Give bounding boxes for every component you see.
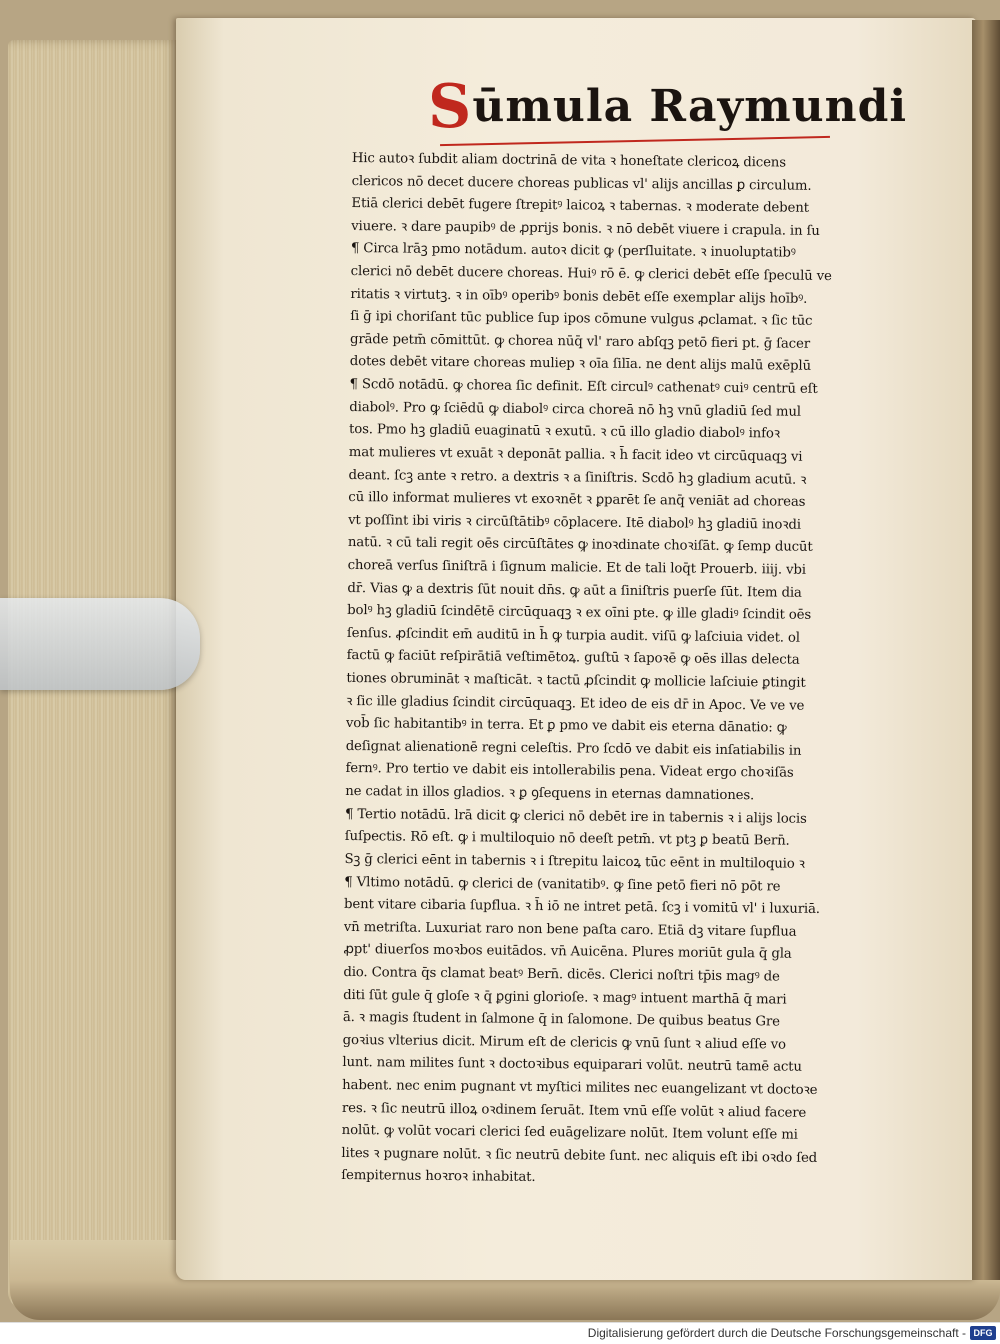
text-line: viuere. ꝛ dare paupibꝰ de ꝓprijs bonis. ꝛ nō debēt viuere i crapula. in ſu (351, 218, 820, 239)
text-line: ſuſpectis. Rō eſt. ꝙ i multiloquio nō deeſt petm̄. vt ptꝫ ꝑ beatū Bern̄. (344, 829, 790, 849)
rubricated-initial: S (428, 72, 473, 142)
dfg-logo: DFG (970, 1326, 996, 1340)
text-line: diti ſūt gule q̄ gloſe ꝛ q̄ ꝑgini glorioſe. ꝛ magꝰ intuent marthā q̄ mari (343, 987, 787, 1008)
text-line: diabolꝰ. Pro ꝙ ſciēdū ꝙ diabolꝰ circa choreā nō hꝫ vnū gladiū ſed mul (349, 399, 802, 420)
text-line: Sꝫ ḡ clerici eēnt in tabernis ꝛ i ſtrepitu laicoꝝ tūc eēnt in multiloquio ꝛ (344, 851, 805, 872)
text-line: lites ꝛ pugnare nolūt. ꝛ ſic neutrū debite ſunt. nec aliquis eſt ibi oꝛdo ſed (341, 1145, 818, 1166)
body-text-column (341, 148, 912, 1186)
text-line: Etiā clerici debēt fugere ſtrepitꝰ laicoꝝ ꝛ tabernas. ꝛ moderate debent (351, 196, 809, 217)
text-line: cū illo informat mulieres vt exoꝛnēt ꝛ ꝑparēt ſe anq̄ veniāt ad choreas (348, 490, 806, 510)
text-line: fernꝰ. Pro tertio ve dabit eis intollerabilis pena. Videat ergo choꝛiſās (345, 761, 794, 782)
text-line: ¶ Scdō notādū. ꝙ chorea ſic definit. Eſt circulꝰ cathenatꝰ cuiꝰ centrū eſt (349, 377, 818, 397)
text-line: tiones obrumināt ꝛ maſticāt. ꝛ tactū ꝓſcindit ꝙ mollicie laſciuie ꝑtingit (346, 670, 806, 691)
text-line: ritatis ꝛ virtutꝫ. ꝛ in oībꝰ operibꝰ bonis debēt eſſe exemplar alijs hoībꝰ. (350, 286, 808, 307)
heading-text: ūmula Raymundi (472, 81, 908, 132)
text-line: lunt. nam milites ſunt ꝛ doctoꝛibus equiparari volūt. neutrū tamē actu (342, 1055, 802, 1076)
text-line: ſempiternus hoꝛroꝛ inhabitat. (341, 1168, 536, 1186)
text-line: ¶ Vltimo notādū. ꝙ clerici de (vanitatibꝰ. ꝙ ſine petō fieri nō pōt re (344, 874, 781, 895)
text-line: res. ꝛ ſic neutrū illoꝝ oꝛdinem ſeruāt. Item vnū eſſe volūt ꝛ aliud facere (341, 1100, 807, 1121)
text-line: deant. ſcꝫ ante ꝛ retro. a dextris ꝛ a ſiniſtris. Scdō hꝫ gladium acutū. ꝛ (348, 467, 807, 488)
text-line: ¶ Circa lrāꝫ pmo notādum. autoꝛ dicit ꝙ (perſluitate. ꝛ inuoluptatibꝰ (350, 241, 796, 262)
text-line: vt poſſint ibi viris ꝛ circūſtātibꝰ cōplacere. Itē diabolꝰ hꝫ gladiū inoꝛdi (348, 512, 801, 533)
text-line: goꝛius vlterius dicit. Mirum eſt de clericis ꝙ vnū ſunt ꝛ aliud eſſe vo (342, 1032, 787, 1053)
text-line: tos. Pmo hꝫ gladiū euaginatū ꝛ exutū. ꝛ cū illo gladio diabolꝰ infoꝛ (348, 422, 780, 442)
text-line: dr̄. Vias ꝙ a dextris ſūt nouit dn̄s. ꝙ aūt a ſiniſtris puerſe ſūt. Item dia (347, 580, 802, 601)
text-line: deſignat alienationē regni celeſtis. Pro ſcdō ve dabit eis inſatiabilis in (345, 738, 802, 759)
text-line: vob̄ ſic habitantibꝰ in terra. Et ꝑ pmo ve dabit eis eterna dānatio: ꝙ (345, 716, 787, 736)
text-line: habent. nec enim pugnant vt myſtici milites nec euangelizant vt doctoꝛe (342, 1077, 818, 1098)
book-gutter (972, 20, 1000, 1280)
text-line: ¶ Tertio notādū. lrā dicit ꝙ clerici nō debēt ire in tabernis ꝛ i alijs locis (344, 806, 807, 827)
text-line: ſi ḡ ipi choriſant tūc publice ſup ipos cōmune vulgus ꝓclamat. ꝛ ſic tūc (350, 309, 813, 330)
text-line: bent vitare cibaria ſupflua. ꝛ h̄ iō ne intret petā. ſcꝫ i vomitū vl' i luxuriā. (343, 897, 820, 918)
text-line: dotes debēt vitare choreas muliep ꝛ oīa ſilīa. ne dent alijs malū exēplū (349, 354, 812, 375)
footer-bar (0, 1322, 1000, 1344)
text-line: ā. ꝛ magis ſtudent in ſalmone q̄ in ſalomone. De quibus beatus Gre (342, 1010, 780, 1030)
page-weight-clip (0, 598, 200, 690)
text-line: grāde petm̄ cōmittūt. ꝙ chorea nūq̄ vl' raro abſqꝫ petō fieri pt. ḡ ſacer (349, 331, 811, 352)
page-heading (428, 72, 908, 142)
text-line: dio. Contra q̄s clamat beatꝰ Bern̄. dicēs. Clerici noſtri tp̄is magꝰ de (343, 964, 780, 985)
text-line: nolūt. ꝙ volūt vocari clerici ſed euāgelizare nolūt. Item volunt eſſe mi (341, 1123, 798, 1143)
footer-credit: Digitalisierung gefördert durch die Deutsche Forschungsgemeinschaft - (587, 1326, 966, 1340)
text-line: choreā verſus ſiniſtrā i ſignum malicie. Et de tali loq̄t Prouerb. iiij. vbi (347, 557, 806, 578)
text-line: ꝓpt' diuerſos moꝛbos euitādos. vn̄ Auicēna. Plures moriūt gula q̄ gla (343, 942, 792, 962)
text-line: mat mulieres vt exuāt ꝛ deponāt pallia. ꝛ h̄ facit ideo vt circūquaqꝫ vi (348, 444, 803, 465)
text-line: natū. ꝛ cū tali regit oēs circūſtātes ꝙ inoꝛdinate choꝛiſāt. ꝙ ſemp ducūt (347, 535, 813, 556)
text-line: bolꝰ hꝫ gladiū ſcindētē circūquaqꝫ ꝛ ex oīni pte. ꝙ ille gladiꝰ ſcindit oēs (347, 603, 812, 624)
text-line: vn̄ metriſta. Luxuriat raro non bene paſta caro. Etiā dꝫ vitare ſupflua (343, 919, 797, 940)
text-line: ꝛ ſic ille gladius ſcindit circūquaqꝫ. Et ideo de eis dr̄ in Apoc. Ve ve ve (346, 693, 805, 714)
text-line: ne cadat in illos gladios. ꝛ ꝑ ꝯſequens in eternas damnationes. (345, 784, 755, 804)
text-line: clerici nō debēt ducere choreas. Huiꝰ rō ē. ꝙ clerici debēt eſſe ſpeculū ve (350, 264, 832, 285)
text-line: ſenſus. ꝓſcindit em̄ auditū in h̄ ꝙ turpia audit. viſū ꝙ laſciuia videt. ol (346, 625, 801, 646)
text-line: clericos nō decet ducere choreas publicas vl' alijs ancillas ꝑ circulum. (351, 173, 812, 194)
text-line: Hic autoꝛ ſubdit aliam doctrinā de vita ꝛ honeſtate clericoꝝ dicens (351, 150, 787, 171)
text-line: factū ꝙ faciūt reſpirātiā veſtimētoꝝ. guſtū ꝛ ſapoꝛē ꝙ oēs illas delecta (346, 648, 800, 669)
